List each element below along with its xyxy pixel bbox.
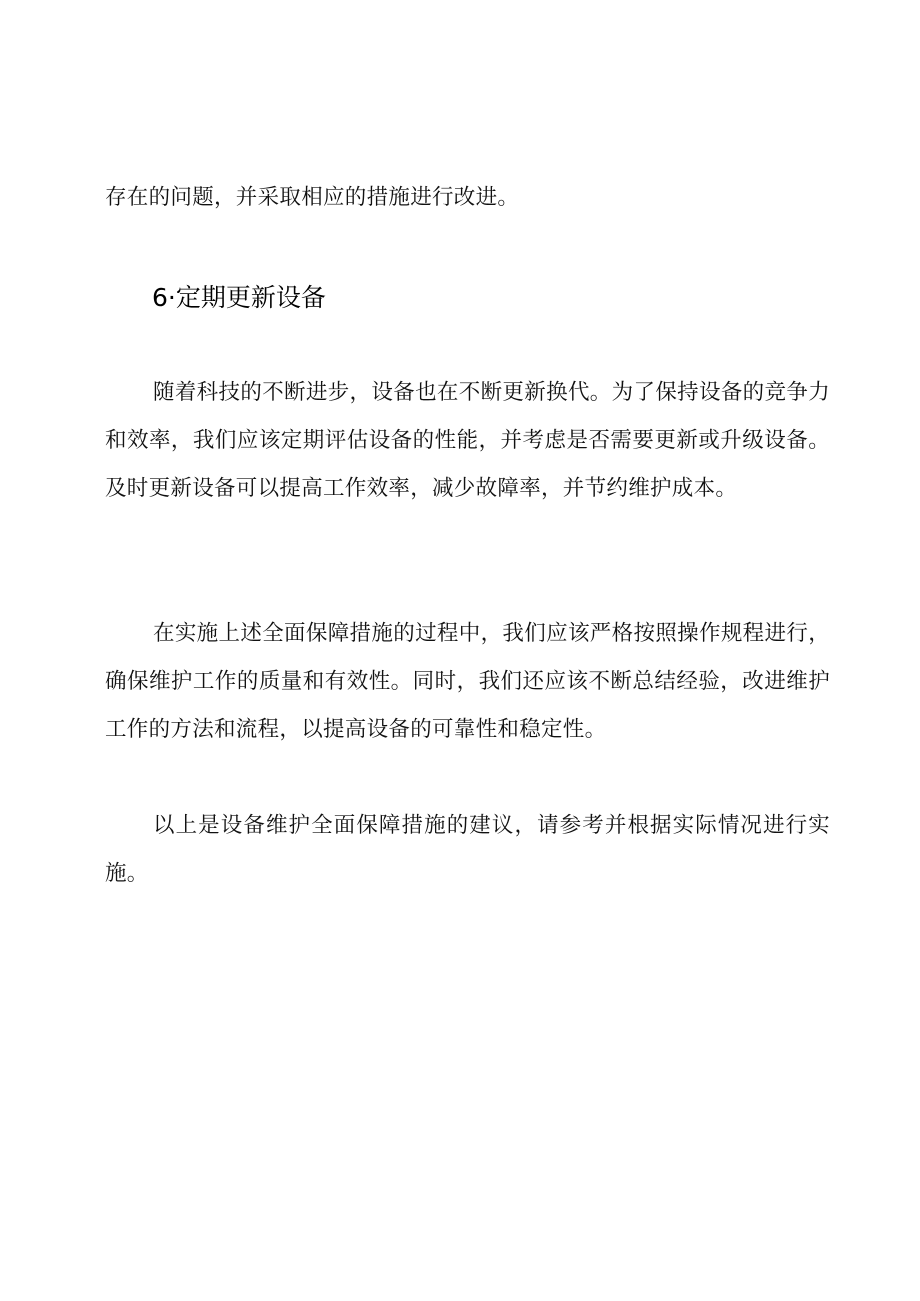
continuation-paragraph: 存在的问题，并采取相应的措施进行改进。 xyxy=(105,185,520,210)
section-heading: 6·定期更新设备 xyxy=(152,283,326,312)
paragraph-conclusion: 以上是设备维护全面保障措施的建议，请参考并根据实际情况进行实施。 xyxy=(105,813,830,886)
paragraph-implementation: 在实施上述全面保障措施的过程中，我们应该严格按照操作规程进行，确保维护工作的质量和有效性。同时，我们还应该不断总结经验，改进维护工作的方法和流程，以提高设备的可靠性和稳定性。 xyxy=(105,621,830,742)
paragraph-update-equipment: 随着科技的不断进步，设备也在不断更新换代。为了保持设备的竞争力和效率，我们应该定期评估设备的性能，并考虑是否需要更新或升级设备。及时更新设备可以提高工作效率，减少故障率，并节约维护成本。 xyxy=(105,380,830,501)
